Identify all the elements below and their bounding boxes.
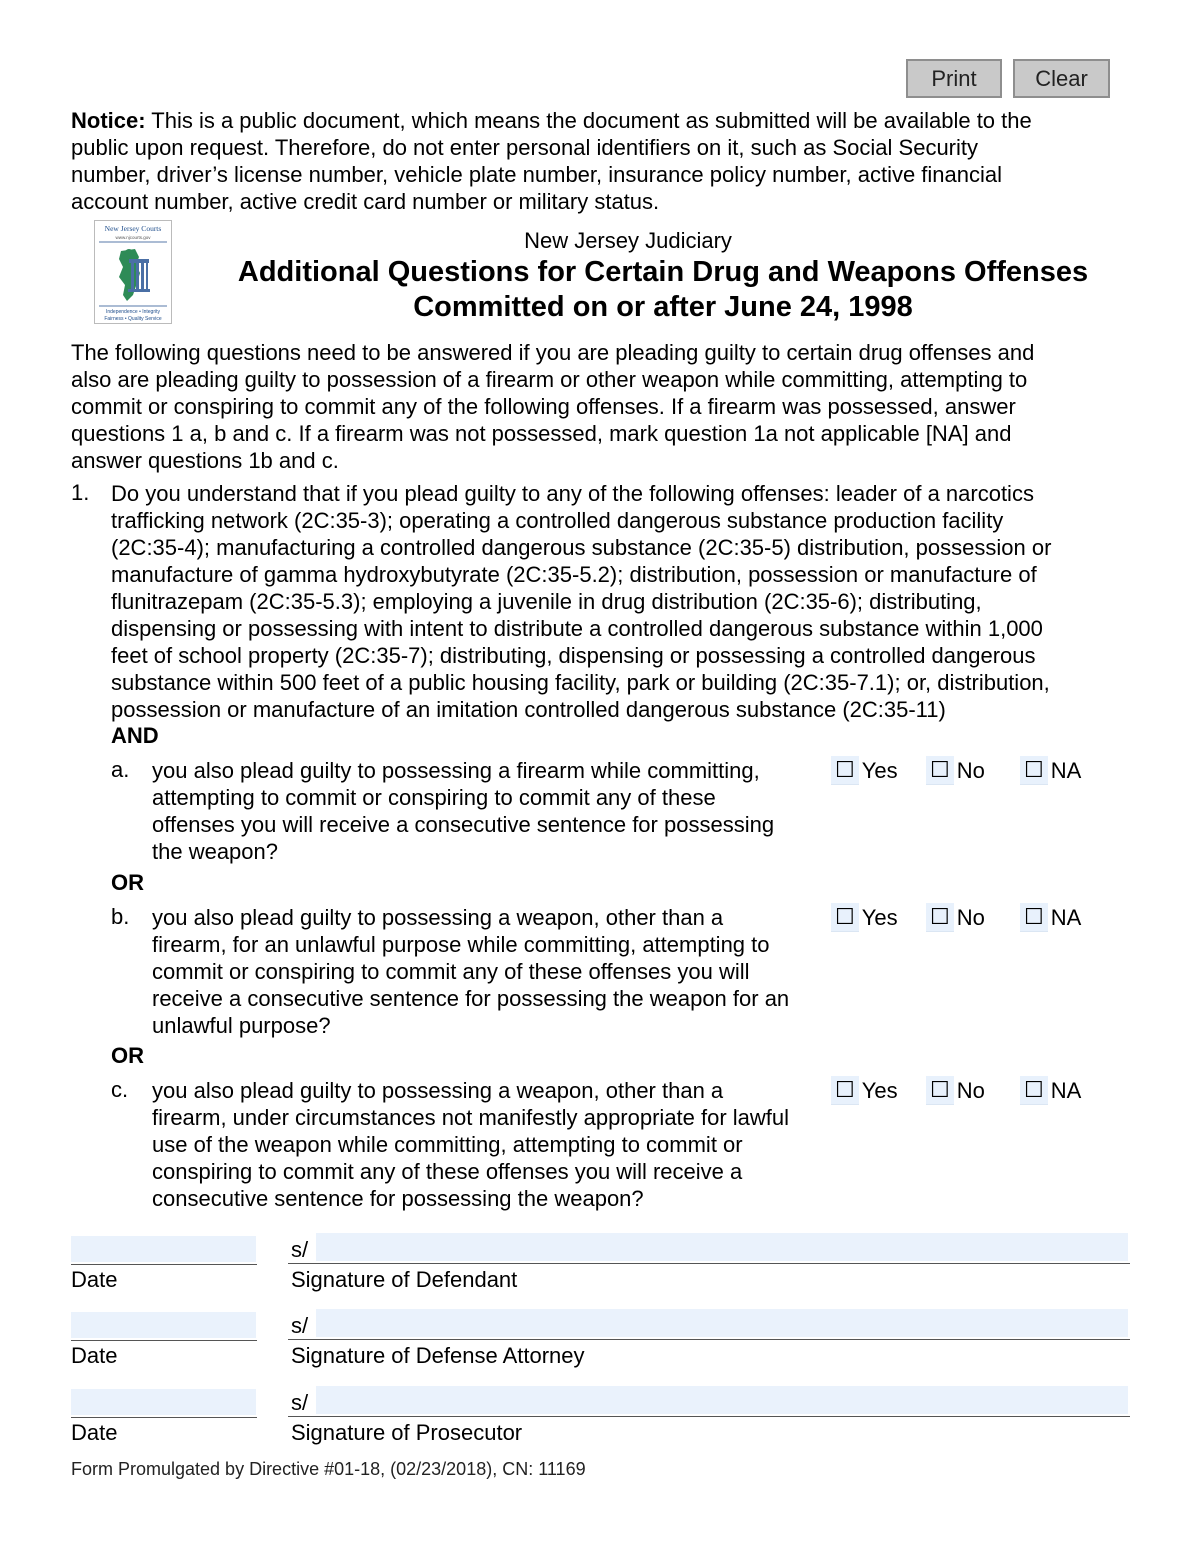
title-line: Additional Questions for Certain Drug and Weapons Offenses: [237, 256, 1089, 288]
sub-b-text: [152, 904, 842, 1039]
signature-prefix: s/: [291, 1237, 309, 1262]
question-line: substance within 500 feet of a public housing facility, park or building (2C:35-7.1); or, distribution,: [111, 670, 1050, 695]
sub-c-line: firearm, under circumstances not manifestly appropriate for lawful: [152, 1105, 790, 1130]
sub-a-line: offenses you will receive a consecutive sentence for possessing: [152, 812, 775, 837]
sub-c-line: you also plead guilty to possessing a weapon, other than a: [152, 1078, 724, 1103]
notice-line: account number, active credit card number or military status.: [71, 189, 660, 214]
date-label: Date: [71, 1267, 118, 1292]
notice: [71, 107, 1151, 215]
signature-line: [288, 1339, 1130, 1340]
logo-top-text: New Jersey Courts: [104, 224, 162, 233]
intro-line: answer questions 1b and c.: [71, 448, 339, 473]
no-label: No: [956, 757, 985, 783]
logo-url-text: www.njcourts.gov: [115, 235, 151, 240]
na-label: NA: [1050, 904, 1082, 930]
or-label: OR: [111, 1043, 144, 1068]
signature-prefix: s/: [291, 1313, 309, 1338]
question-line: trafficking network (2C:35-3); operating a controlled dangerous substance production facility: [111, 508, 1004, 533]
sub-c-text: [152, 1077, 842, 1212]
sub-b-yes-option[interactable]: [831, 903, 898, 932]
question-number: 1.: [71, 480, 90, 505]
notice-line: public upon request. Therefore, do not enter personal identifiers on it, such as Social Security: [71, 135, 979, 160]
sub-a-yes-option[interactable]: [831, 756, 898, 785]
sub-a-na-option[interactable]: [1020, 756, 1081, 785]
date-line: [71, 1264, 257, 1265]
question-line: dispensing or possessing with intent to distribute a controlled dangerous substance within 1,000: [111, 616, 1043, 641]
notice-line: number, driver’s license number, vehicle plate number, insurance policy number, active financial: [71, 162, 1003, 187]
sub-a-no-checkbox[interactable]: ☐: [926, 756, 954, 785]
sub-c-line: use of the weapon while committing, attempting to commit or: [152, 1132, 743, 1157]
org-name: New Jersey Judiciary: [524, 228, 732, 253]
notice-label: Notice:: [71, 108, 146, 133]
date-field-defendant[interactable]: [71, 1236, 256, 1262]
date-field-prosecutor[interactable]: [71, 1389, 256, 1415]
sub-a-yes-checkbox[interactable]: ☐: [831, 756, 859, 785]
intro-line: also are pleading guilty to possession of a firearm or other weapon while committing, attempting to: [71, 367, 1028, 392]
question-line: possession or manufacture of an imitation controlled dangerous substance (2C:35-11): [111, 697, 946, 722]
sub-letter-b: b.: [111, 904, 130, 929]
clear-button[interactable]: Clear: [1013, 59, 1110, 98]
signature-line: [288, 1416, 1130, 1417]
sub-c-yes-checkbox[interactable]: ☐: [831, 1076, 859, 1105]
sub-b-yes-checkbox[interactable]: ☐: [831, 903, 859, 932]
sub-b-line: you also plead guilty to possessing a weapon, other than a: [152, 905, 724, 930]
yes-label: Yes: [861, 904, 898, 930]
date-line: [71, 1340, 257, 1341]
date-line: [71, 1417, 257, 1418]
sub-b-no-option[interactable]: [926, 903, 985, 932]
yes-label: Yes: [861, 1077, 898, 1103]
no-label: No: [956, 904, 985, 930]
question-line: manufacture of gamma hydroxybutyrate (2C:35-5.2); distribution, possession or manufacture of: [111, 562, 1037, 587]
sub-a-text: [152, 757, 832, 865]
sub-c-line: conspiring to commit any of these offenses you will receive a: [152, 1159, 743, 1184]
intro-paragraph: [71, 339, 1151, 474]
question-line: Do you understand that if you plead guilty to any of the following offenses: leader of a narcotics: [111, 481, 1034, 506]
sub-a-line: you also plead guilty to possessing a firearm while committing,: [152, 758, 760, 783]
signature-field-prosecutor[interactable]: [316, 1386, 1128, 1414]
date-label: Date: [71, 1420, 118, 1445]
sub-a-no-option[interactable]: [926, 756, 985, 785]
sub-c-na-checkbox[interactable]: ☐: [1020, 1076, 1048, 1105]
na-label: NA: [1050, 757, 1082, 783]
question-line: feet of school property (2C:35-7); distributing, dispensing or possessing a controlled dangerous: [111, 643, 1036, 668]
sub-b-line: firearm, for an unlawful purpose while committing, attempting to: [152, 932, 770, 957]
sub-c-na-option[interactable]: [1020, 1076, 1081, 1105]
sub-c-line: consecutive sentence for possessing the weapon?: [152, 1186, 644, 1211]
intro-line: questions 1 a, b and c. If a firearm was not possessed, mark question 1a not applicable [NA] and: [71, 421, 1012, 446]
intro-line: The following questions need to be answered if you are pleading guilty to certain drug offenses and: [71, 340, 1035, 365]
signature-label-defense-attorney: Signature of Defense Attorney: [291, 1343, 585, 1368]
date-label: Date: [71, 1343, 118, 1368]
sub-a-line: attempting to commit or conspiring to commit any of these: [152, 785, 716, 810]
sub-b-line: commit or conspiring to commit any of these offenses you will: [152, 959, 750, 984]
sub-letter-a: a.: [111, 757, 130, 782]
signature-label-defendant: Signature of Defendant: [291, 1267, 518, 1292]
page-title: [200, 255, 1126, 325]
form-footer: Form Promulgated by Directive #01-18, (02/23/2018), CN: 11169: [71, 1459, 586, 1479]
logo-motto-2: Fairness • Quality Service: [104, 316, 162, 322]
signature-prefix: s/: [291, 1390, 309, 1415]
sub-c-no-option[interactable]: [926, 1076, 985, 1105]
intro-line: commit or conspiring to commit any of the following offenses. If a firearm was possessed, answer: [71, 394, 1016, 419]
signature-field-defendant[interactable]: [316, 1233, 1128, 1261]
na-label: NA: [1050, 1077, 1082, 1103]
and-label: AND: [111, 723, 159, 748]
signature-field-defense-attorney[interactable]: [316, 1309, 1128, 1337]
print-button[interactable]: Print: [906, 59, 1002, 98]
sub-b-na-checkbox[interactable]: ☐: [1020, 903, 1048, 932]
no-label: No: [956, 1077, 985, 1103]
question-line: (2C:35-4); manufacturing a controlled dangerous substance (2C:35-5) distribution, possession or: [111, 535, 1052, 560]
sub-b-line: receive a consecutive sentence for possessing the weapon for an: [152, 986, 790, 1011]
logo-motto-1: Independence • Integrity: [105, 309, 161, 315]
or-label: OR: [111, 870, 144, 895]
sub-b-line: unlawful purpose?: [152, 1013, 331, 1038]
sub-c-yes-option[interactable]: [831, 1076, 898, 1105]
sub-a-na-checkbox[interactable]: ☐: [1020, 756, 1048, 785]
question-line: flunitrazepam (2C:35-5.3); employing a juvenile in drug distribution (2C:35-6); distributing,: [111, 589, 982, 614]
sub-letter-c: c.: [111, 1077, 129, 1102]
sub-b-na-option[interactable]: [1020, 903, 1081, 932]
sub-a-line: the weapon?: [152, 839, 278, 864]
title-line: Committed on or after June 24, 1998: [413, 291, 913, 323]
signature-line: [288, 1263, 1130, 1264]
signature-label-prosecutor: Signature of Prosecutor: [291, 1420, 523, 1445]
sub-b-no-checkbox[interactable]: ☐: [926, 903, 954, 932]
notice-line: This is a public document, which means the document as submitted will be available to the: [145, 108, 1032, 133]
question-1-text: [111, 480, 1151, 723]
yes-label: Yes: [861, 757, 898, 783]
date-field-defense-attorney[interactable]: [71, 1312, 256, 1338]
sub-c-no-checkbox[interactable]: ☐: [926, 1076, 954, 1105]
